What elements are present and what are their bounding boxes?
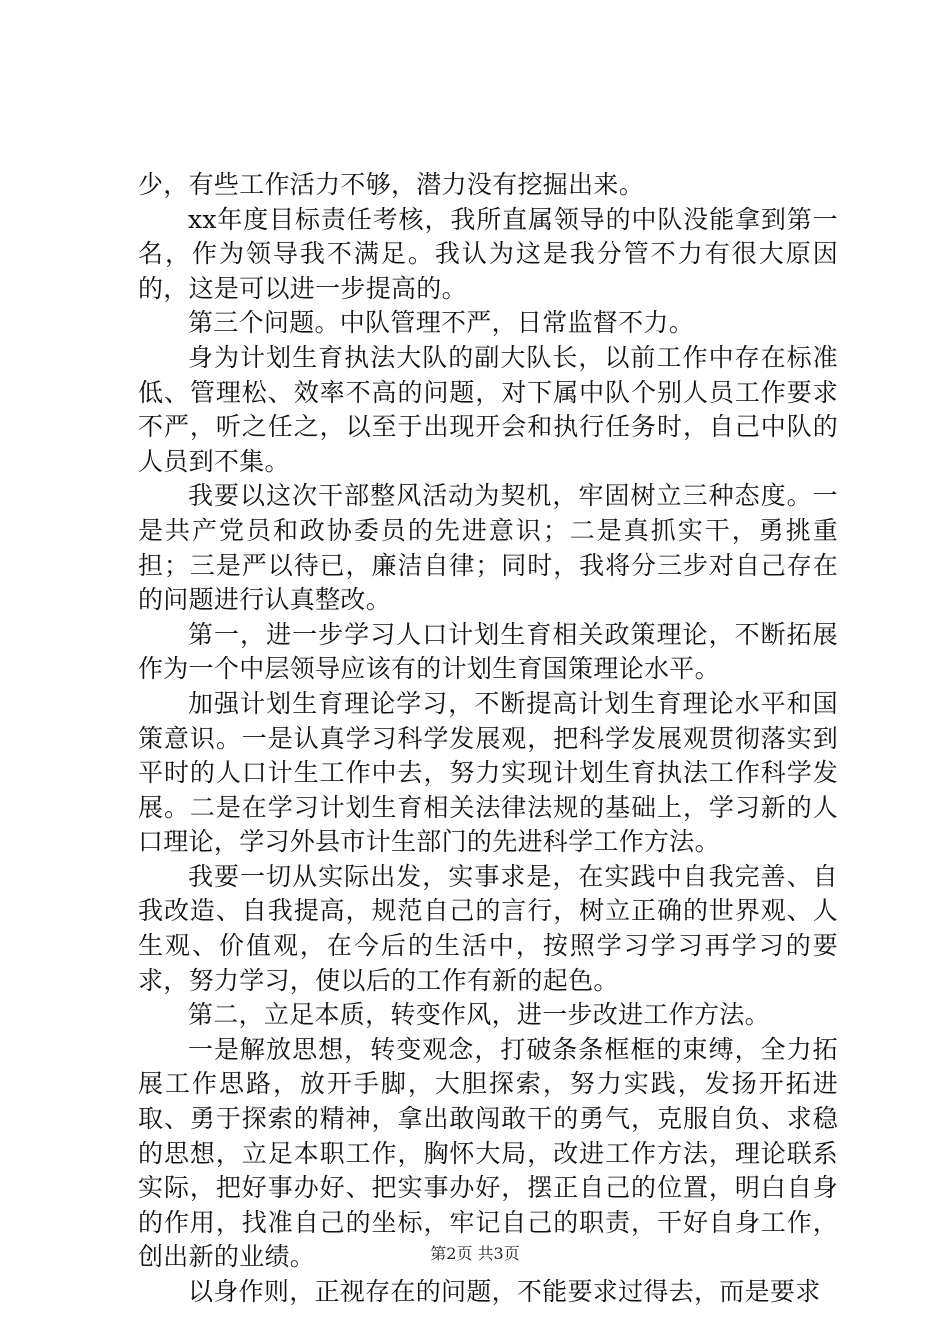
paragraph-7: 加强计划生育理论学习，不断提高计划生育理论水平和国策意识。一是认真学习科学发展观，把科学发展观贯彻落实到平时的人口计生工作中去，努力实现计划生育执法工作科学发展。二是在学习计划生育相关法律法规的基础上，学习新的人口理论，学习外县市计生部门的先进科学工作方法。 — [138, 688, 838, 857]
paragraph-9: 第二，立足本质，转变作风，进一步改进工作方法。 — [188, 1000, 770, 1030]
paragraph-8: 我要一切从实际出发，实事求是，在实践中自我完善、自我改造、自我提高，规范自己的言行，树立正确的世界观、人生观、价值观，在今后的生活中，按照学习学习再学习的要求，努力学习，使以后的工作有新的起色。 — [138, 861, 838, 995]
paragraph-1: 少，有些工作活力不够，潜力没有挖掘出来。 — [138, 170, 645, 199]
paragraph-11: 以身作则，正视存在的问题，不能要求过得去，而是要求 — [188, 1277, 821, 1306]
paragraph-6: 第一，进一步学习人口计划生育相关政策理论，不断拓展作为一个中层领导应该有的计划生育国策理论水平。 — [138, 619, 838, 684]
paragraph-3: 第三个问题。中队管理不严，日常监督不力。 — [188, 308, 695, 338]
paragraph-4: 身为计划生育执法大队的副大队长，以前工作中存在标准低、管理松、效率不高的问题，对下属中队个别人员工作要求不严，听之任之，以至于出现开会和执行任务时，自己中队的人员到不集。 — [138, 342, 838, 476]
paragraph-2: xx年度目标责任考核，我所直属领导的中队没能拿到第一名，作为领导我不满足。我认为这是我分管不力有很大原因的，这是可以进一步提高的。 — [138, 204, 838, 303]
document-body — [138, 168, 838, 1310]
page-footer — [0, 1244, 950, 1264]
paragraph-10: 一是解放思想，转变观念，打破条条框框的束缚，全力拓展工作思路，放开手脚，大胆探索，努力实践，发扬开拓进取、勇于探索的精神，拿出敢闯敢干的勇气，克服自负、求稳的思想，立足本职工作，胸怀大局，改进工作方法，理论联系实际，把好事办好、把实事办好，摆正自己的位置，明白自身的作用，找准自己的坐标，牢记自己的职责，干好自身工作，创出新的业绩。 — [138, 1034, 838, 1272]
paragraph-5: 我要以这次干部整风活动为契机，牢固树立三种态度。一是共产党员和政协委员的先进意识；二是真抓实干，勇挑重担；三是严以待已，廉洁自律；同时，我将分三步对自己存在的问题进行认真整改。 — [138, 481, 838, 615]
page-number-label: 第2页 共3页 — [430, 1244, 520, 1263]
